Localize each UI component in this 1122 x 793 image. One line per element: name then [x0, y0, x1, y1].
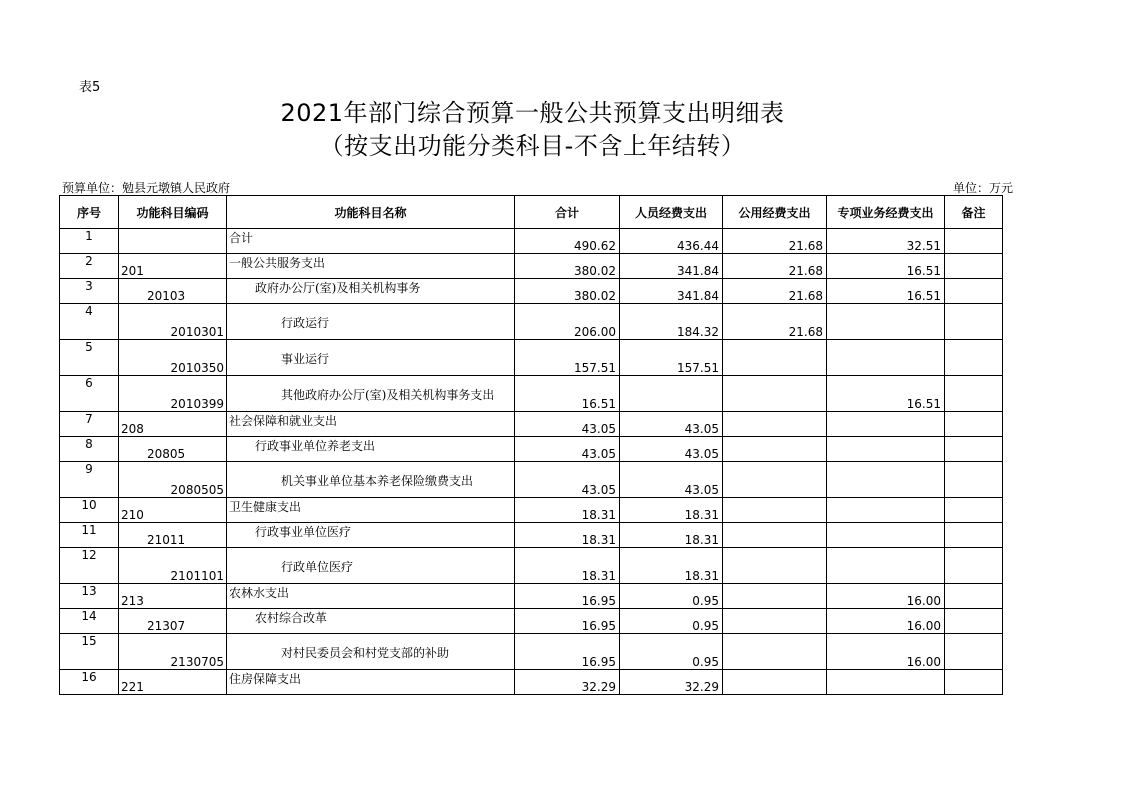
- cell-personnel: 0.95: [620, 584, 723, 609]
- cell-total: 43.05: [515, 437, 620, 462]
- cell-special: [827, 340, 945, 376]
- cell-personnel: 43.05: [620, 412, 723, 437]
- table-row: [60, 304, 1003, 340]
- cell-public: [723, 412, 827, 437]
- cell-code: 20805: [119, 437, 227, 462]
- cell-name: 行政事业单位养老支出: [227, 437, 515, 462]
- table-row: [60, 376, 1003, 412]
- cell-seq: 10: [60, 498, 119, 523]
- header-total: 合计: [515, 196, 620, 229]
- header-remark: 备注: [945, 196, 1003, 229]
- cell-code: 2080505: [119, 462, 227, 498]
- cell-special: [827, 548, 945, 584]
- cell-code: 21307: [119, 609, 227, 634]
- cell-seq: 15: [60, 634, 119, 670]
- cell-special: [827, 498, 945, 523]
- cell-total: 32.29: [515, 670, 620, 695]
- cell-code: 21011: [119, 523, 227, 548]
- cell-seq: 11: [60, 523, 119, 548]
- cell-remark: [945, 609, 1003, 634]
- cell-remark: [945, 279, 1003, 304]
- table-header-row: [60, 196, 1003, 229]
- cell-seq: 1: [60, 229, 119, 254]
- cell-total: 157.51: [515, 340, 620, 376]
- cell-code: 2101101: [119, 548, 227, 584]
- cell-special: 16.00: [827, 584, 945, 609]
- cell-personnel: 18.31: [620, 523, 723, 548]
- cell-name: 政府办公厅(室)及相关机构事务: [227, 279, 515, 304]
- table-row: [60, 279, 1003, 304]
- cell-personnel: 18.31: [620, 498, 723, 523]
- table-row: [60, 523, 1003, 548]
- cell-public: 21.68: [723, 304, 827, 340]
- cell-seq: 3: [60, 279, 119, 304]
- cell-seq: 16: [60, 670, 119, 695]
- cell-remark: [945, 340, 1003, 376]
- cell-total: 380.02: [515, 279, 620, 304]
- cell-total: 18.31: [515, 498, 620, 523]
- table-body: [60, 229, 1003, 695]
- cell-code: 2010301: [119, 304, 227, 340]
- cell-total: 43.05: [515, 412, 620, 437]
- cell-public: [723, 523, 827, 548]
- table-row: [60, 670, 1003, 695]
- cell-public: [723, 548, 827, 584]
- cell-special: 16.51: [827, 376, 945, 412]
- cell-code: 2010350: [119, 340, 227, 376]
- table-row: [60, 609, 1003, 634]
- cell-special: 32.51: [827, 229, 945, 254]
- cell-code: 2010399: [119, 376, 227, 412]
- cell-total: 490.62: [515, 229, 620, 254]
- cell-personnel: 43.05: [620, 437, 723, 462]
- cell-remark: [945, 548, 1003, 584]
- table-row: [60, 229, 1003, 254]
- cell-personnel: [620, 376, 723, 412]
- cell-seq: 8: [60, 437, 119, 462]
- cell-name: 社会保障和就业支出: [227, 412, 515, 437]
- header-special: 专项业务经费支出: [827, 196, 945, 229]
- table-row: [60, 412, 1003, 437]
- cell-personnel: 43.05: [620, 462, 723, 498]
- cell-name: 农林水支出: [227, 584, 515, 609]
- cell-remark: [945, 376, 1003, 412]
- cell-public: [723, 609, 827, 634]
- cell-special: 16.00: [827, 609, 945, 634]
- cell-code: 20103: [119, 279, 227, 304]
- cell-special: [827, 462, 945, 498]
- header-code: 功能科目编码: [119, 196, 227, 229]
- cell-name: 事业运行: [227, 340, 515, 376]
- cell-seq: 4: [60, 304, 119, 340]
- table-row: [60, 548, 1003, 584]
- budget-detail-table: [59, 195, 1003, 695]
- cell-remark: [945, 412, 1003, 437]
- cell-total: 206.00: [515, 304, 620, 340]
- cell-name: 机关事业单位基本养老保险缴费支出: [227, 462, 515, 498]
- cell-remark: [945, 304, 1003, 340]
- cell-remark: [945, 584, 1003, 609]
- cell-personnel: 157.51: [620, 340, 723, 376]
- cell-seq: 7: [60, 412, 119, 437]
- cell-total: 43.05: [515, 462, 620, 498]
- cell-remark: [945, 229, 1003, 254]
- cell-code: 2130705: [119, 634, 227, 670]
- cell-code: 210: [119, 498, 227, 523]
- cell-total: 16.95: [515, 634, 620, 670]
- cell-seq: 12: [60, 548, 119, 584]
- table-row: [60, 462, 1003, 498]
- table-row: [60, 634, 1003, 670]
- table-row: [60, 340, 1003, 376]
- cell-code: 221: [119, 670, 227, 695]
- cell-public: 21.68: [723, 229, 827, 254]
- cell-seq: 6: [60, 376, 119, 412]
- cell-public: [723, 340, 827, 376]
- cell-total: 380.02: [515, 254, 620, 279]
- cell-name: 行政单位医疗: [227, 548, 515, 584]
- cell-public: [723, 376, 827, 412]
- cell-public: [723, 670, 827, 695]
- cell-personnel: 0.95: [620, 634, 723, 670]
- cell-personnel: 32.29: [620, 670, 723, 695]
- cell-name: 行政运行: [227, 304, 515, 340]
- table-row: [60, 498, 1003, 523]
- cell-special: 16.51: [827, 254, 945, 279]
- cell-code: 213: [119, 584, 227, 609]
- cell-special: [827, 412, 945, 437]
- cell-personnel: 18.31: [620, 548, 723, 584]
- cell-name: 行政事业单位医疗: [227, 523, 515, 548]
- cell-public: 21.68: [723, 254, 827, 279]
- cell-seq: 14: [60, 609, 119, 634]
- cell-remark: [945, 670, 1003, 695]
- cell-name: 其他政府办公厅(室)及相关机构事务支出: [227, 376, 515, 412]
- cell-personnel: 341.84: [620, 279, 723, 304]
- cell-seq: 5: [60, 340, 119, 376]
- cell-name: 卫生健康支出: [227, 498, 515, 523]
- cell-special: 16.51: [827, 279, 945, 304]
- cell-remark: [945, 523, 1003, 548]
- cell-total: 18.31: [515, 523, 620, 548]
- cell-name: 对村民委员会和村党支部的补助: [227, 634, 515, 670]
- cell-public: [723, 462, 827, 498]
- budget-unit-label: 预算单位：勉县元墩镇人民政府: [62, 181, 231, 195]
- cell-public: [723, 437, 827, 462]
- cell-special: [827, 670, 945, 695]
- cell-total: 16.51: [515, 376, 620, 412]
- cell-remark: [945, 462, 1003, 498]
- cell-code: 208: [119, 412, 227, 437]
- cell-special: [827, 437, 945, 462]
- cell-special: [827, 304, 945, 340]
- header-personnel: 人员经费支出: [620, 196, 723, 229]
- cell-personnel: 184.32: [620, 304, 723, 340]
- cell-remark: [945, 634, 1003, 670]
- header-name: 功能科目名称: [227, 196, 515, 229]
- cell-seq: 9: [60, 462, 119, 498]
- cell-personnel: 0.95: [620, 609, 723, 634]
- cell-name: 农村综合改革: [227, 609, 515, 634]
- cell-code: [119, 229, 227, 254]
- cell-remark: [945, 498, 1003, 523]
- currency-unit-label: 单位：万元: [952, 181, 1013, 195]
- cell-total: 16.95: [515, 584, 620, 609]
- cell-public: 21.68: [723, 279, 827, 304]
- cell-public: [723, 498, 827, 523]
- cell-name: 住房保障支出: [227, 670, 515, 695]
- document-subtitle: （按支出功能分类科目-不含上年结转）: [319, 132, 746, 160]
- table-row: [60, 254, 1003, 279]
- cell-remark: [945, 254, 1003, 279]
- cell-public: [723, 634, 827, 670]
- cell-name: 合计: [227, 229, 515, 254]
- cell-remark: [945, 437, 1003, 462]
- header-seq: 序号: [60, 196, 119, 229]
- cell-personnel: 436.44: [620, 229, 723, 254]
- cell-special: 16.00: [827, 634, 945, 670]
- document-title: 2021年部门综合预算一般公共预算支出明细表: [280, 99, 785, 127]
- header-public: 公用经费支出: [723, 196, 827, 229]
- table-row: [60, 584, 1003, 609]
- cell-total: 16.95: [515, 609, 620, 634]
- cell-name: 一般公共服务支出: [227, 254, 515, 279]
- cell-code: 201: [119, 254, 227, 279]
- cell-special: [827, 523, 945, 548]
- cell-public: [723, 584, 827, 609]
- table-row: [60, 437, 1003, 462]
- table-number: 表5: [79, 80, 101, 95]
- cell-seq: 13: [60, 584, 119, 609]
- cell-seq: 2: [60, 254, 119, 279]
- cell-personnel: 341.84: [620, 254, 723, 279]
- cell-total: 18.31: [515, 548, 620, 584]
